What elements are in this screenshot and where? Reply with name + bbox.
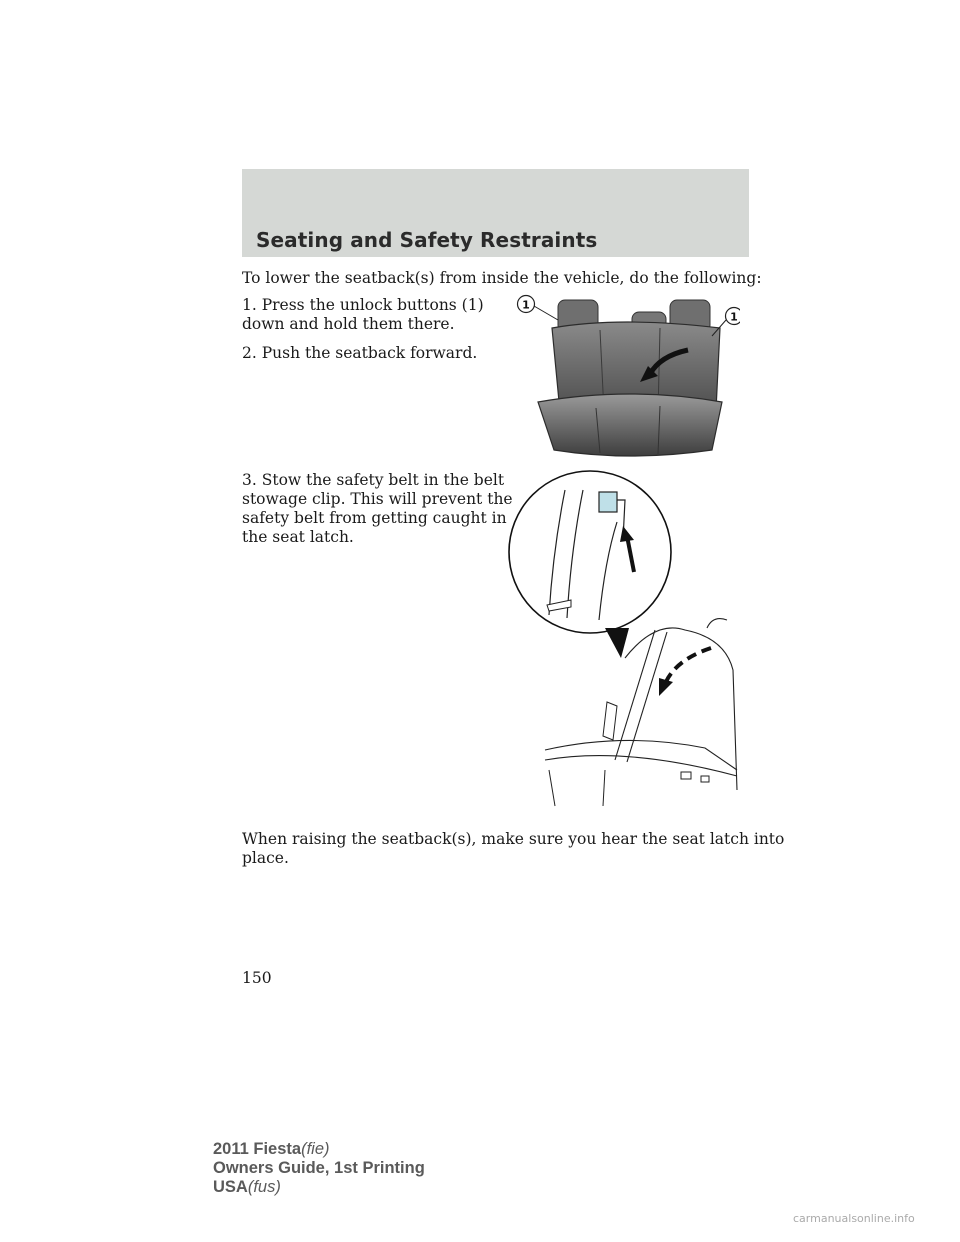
step-2: 2. Push the seatback forward. [242,344,478,362]
page-number: 150 [242,969,272,987]
step-3-line-1: 3. Stow the safety belt in the belt [242,471,505,489]
intro-paragraph: To lower the seatback(s) from inside the vehicle, do the following: [242,269,762,287]
callout-1-left: 1 [522,298,530,312]
footer-model: 2011 Fiesta [213,1140,302,1158]
footer-market-code: (fus) [247,1178,281,1196]
footer-model-code: (fie) [301,1140,330,1158]
footer-market: USA [213,1178,248,1196]
step-3-line-2: stowage clip. This will prevent the [242,490,513,508]
outro-line-2: place. [242,849,289,867]
watermark: carmanualsonline.info [793,1212,915,1225]
step-1-line-2: down and hold them there. [242,315,455,333]
outro-line-1: When raising the seatback(s), make sure you hear the seat latch into [242,830,785,848]
step-3-line-3: safety belt from getting caught in [242,509,507,527]
callout-1-right: 1 [730,310,738,324]
step-3-line-4: the seat latch. [242,528,354,546]
document-footer [213,1140,425,1197]
belt-stowage-clip-illustration [505,470,745,810]
footer-guide: Owners Guide, 1st Printing [213,1159,425,1177]
section-title: Seating and Safety Restraints [256,228,598,252]
rear-seat-fold-illustration [500,290,740,462]
step-1-line-1: 1. Press the unlock buttons (1) [242,296,484,314]
